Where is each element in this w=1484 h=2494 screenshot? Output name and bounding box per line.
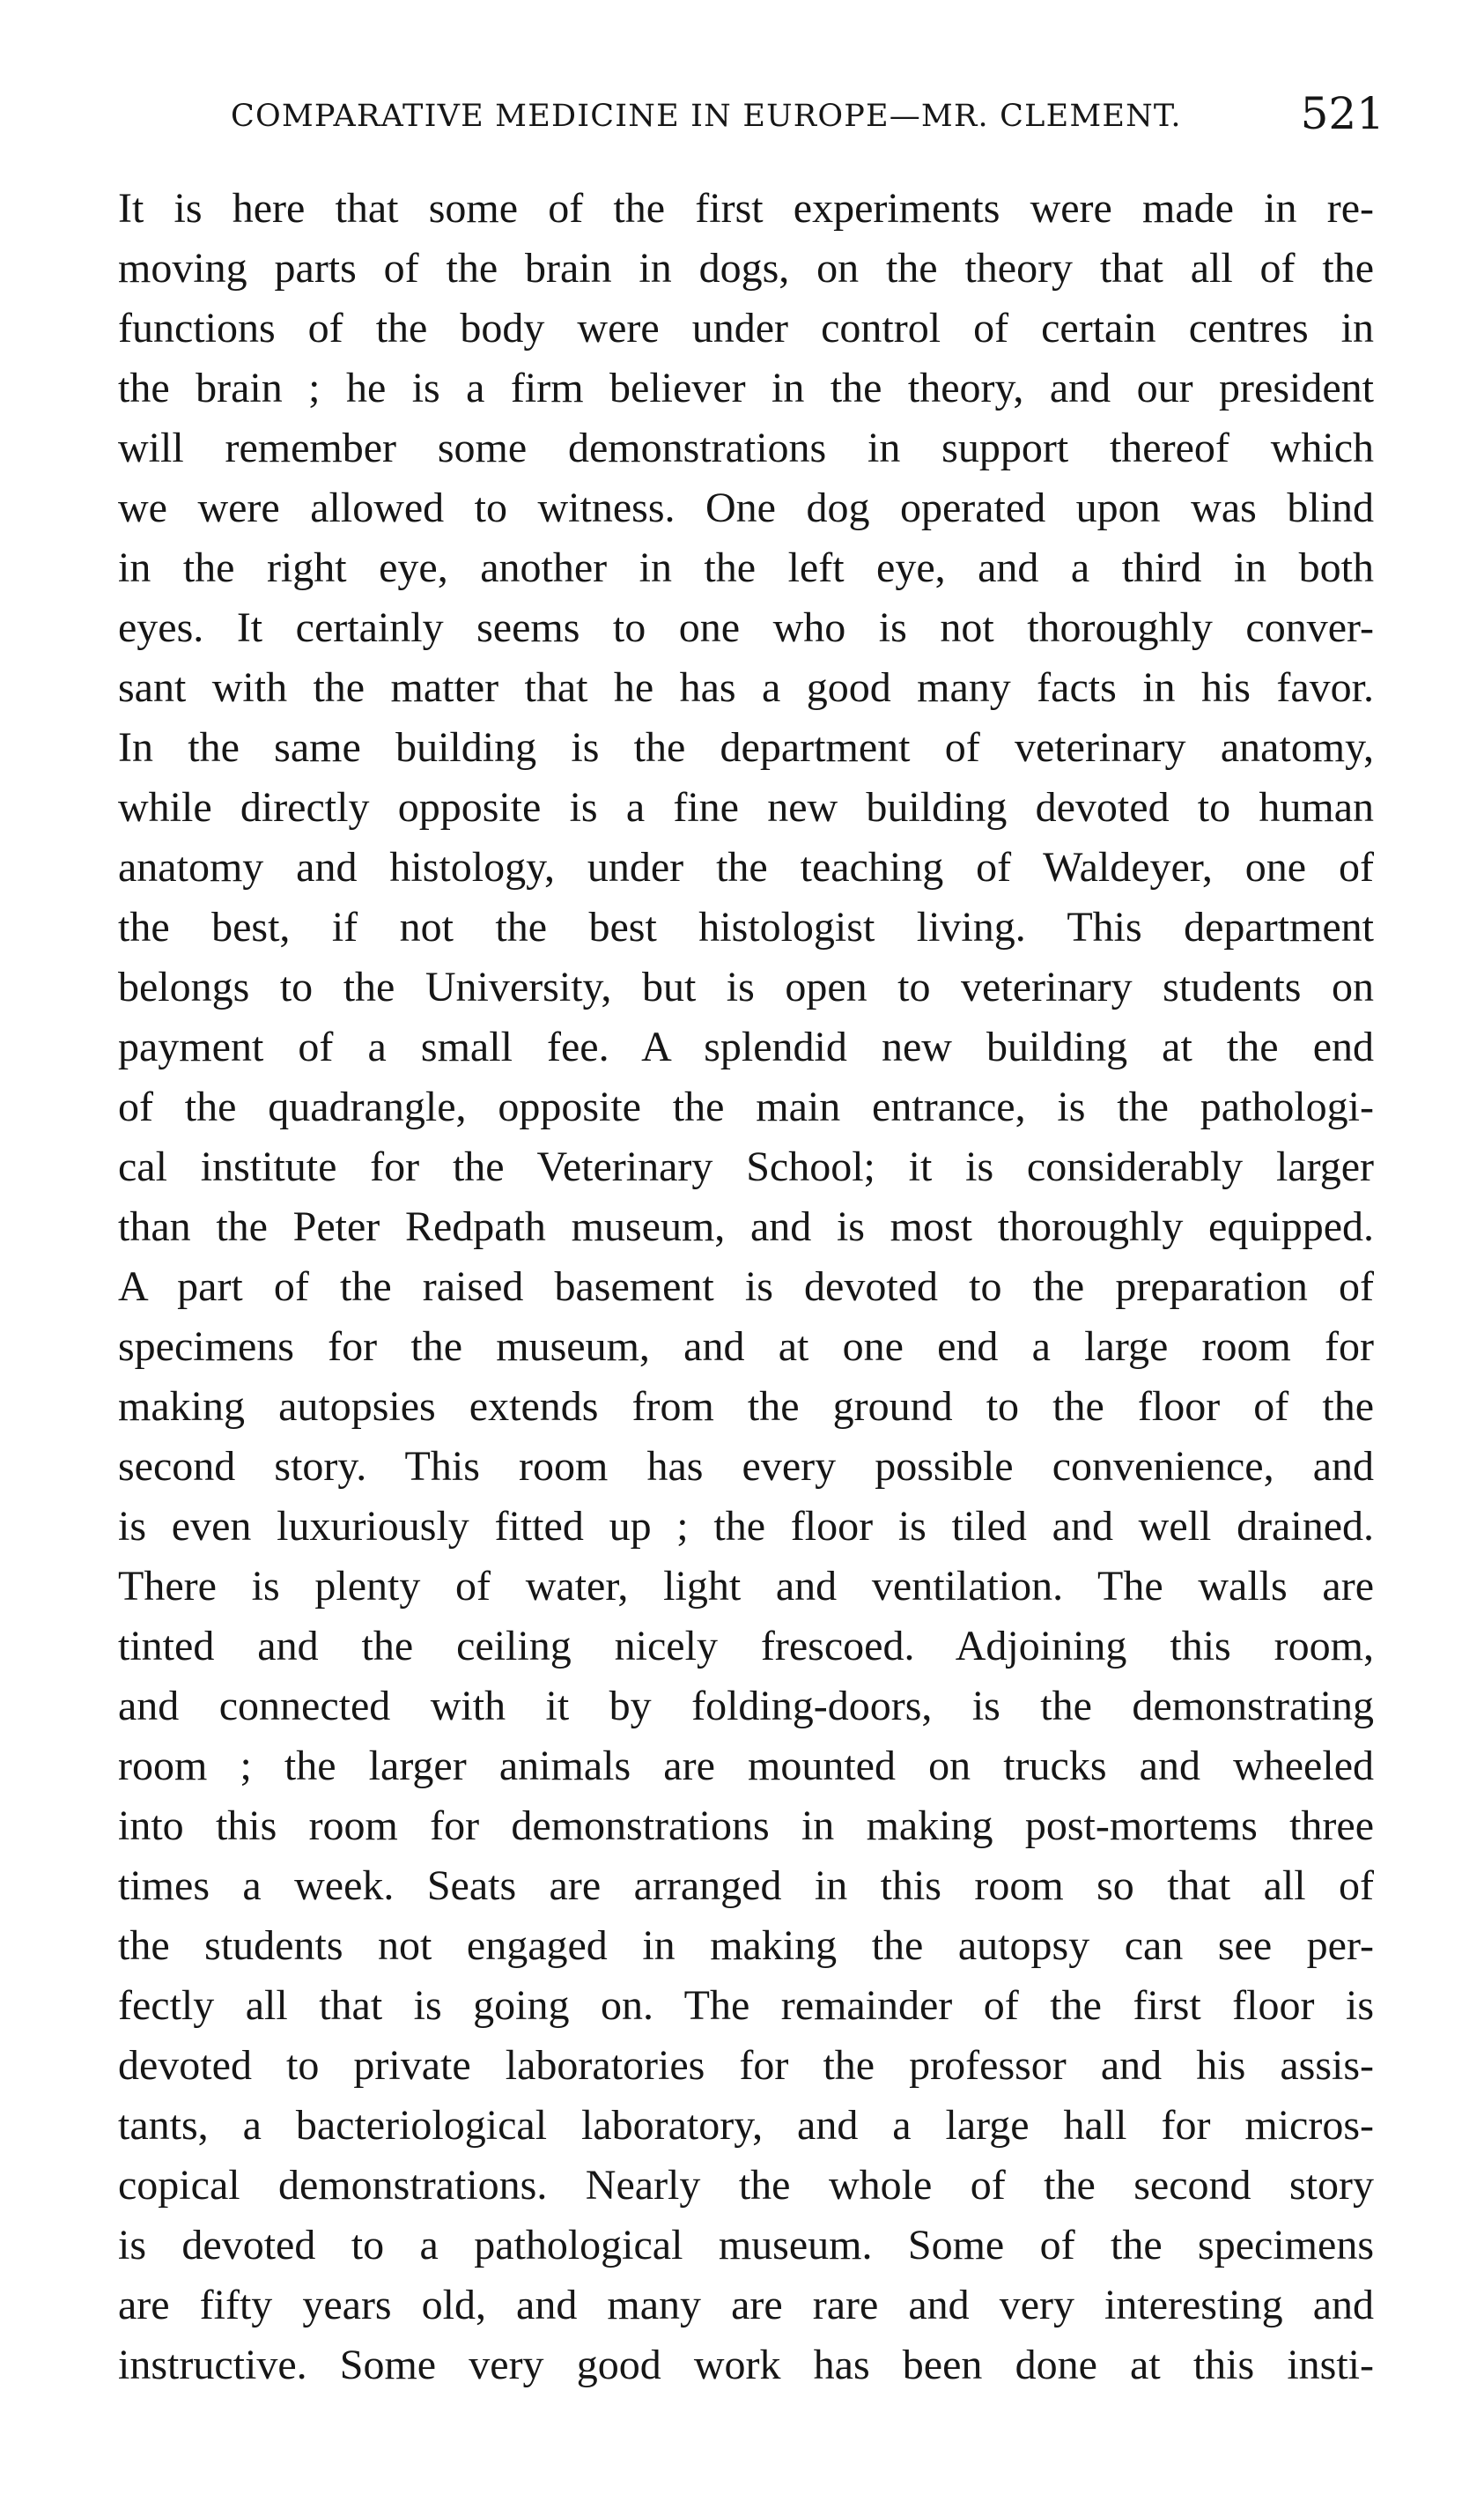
text-line-30: the students not engaged in making the autopsy can see per- [118, 1922, 1374, 1969]
text-line-19: A part of the raised basement is devoted to the preparation of [118, 1263, 1374, 1310]
text-line-22: second story. This room has every possible convenience, and [118, 1443, 1374, 1490]
text-line-21: making autopsies extends from the ground to the floor of the [118, 1383, 1374, 1430]
text-line-3: functions of the body were under control of certain centres in [118, 305, 1374, 352]
running-head [231, 88, 1384, 141]
text-line-17: cal institute for the Veterinary School; it is considerably larger [118, 1143, 1374, 1190]
text-line-25: tinted and the ceiling nicely frescoed. Adjoining this room, [118, 1623, 1374, 1669]
text-line-2: moving parts of the brain in dogs, on the theory that all of the [118, 245, 1374, 292]
text-line-27: room ; the larger animals are mounted on trucks and wheeled [118, 1743, 1374, 1789]
text-line-37: instructive. Some very good work has been done at this insti- [118, 2342, 1374, 2388]
text-line-33: tants, a bacteriological laboratory, and a large hall for micros- [118, 2102, 1374, 2149]
text-line-11: while directly opposite is a fine new building devoted to human [118, 784, 1374, 831]
text-line-23: is even luxuriously fitted up ; the floor is tiled and well drained. [118, 1503, 1374, 1550]
text-line-31: fectly all that is going on. The remainder of the first floor is [118, 1982, 1374, 2029]
text-line-36: are fifty years old, and many are rare and very interesting and [118, 2282, 1374, 2328]
text-line-34: copical demonstrations. Nearly the whole of the second story [118, 2162, 1374, 2209]
text-line-15: payment of a small fee. A splendid new building at the end [118, 1024, 1374, 1070]
text-line-26: and connected with it by folding-doors, is the demonstrating [118, 1683, 1374, 1729]
text-line-29: times a week. Seats are arranged in this room so that all of [118, 1862, 1374, 1909]
running-title: COMPARATIVE MEDICINE IN EUROPE—MR. CLEMENT. [231, 99, 1182, 134]
text-line-10: In the same building is the department of veterinary anatomy, [118, 724, 1374, 771]
text-line-18: than the Peter Redpath museum, and is most thoroughly equipped. [118, 1203, 1374, 1250]
text-line-24: There is plenty of water, light and ventilation. The walls are [118, 1563, 1374, 1610]
text-line-5: will remember some demonstrations in support thereof which [118, 425, 1374, 471]
text-line-20: specimens for the museum, and at one end a large room for [118, 1323, 1374, 1370]
text-line-6: we were allowed to witness. One dog operated upon was blind [118, 485, 1374, 531]
text-line-14: belongs to the University, but is open to veterinary students on [118, 964, 1374, 1010]
text-line-16: of the quadrangle, opposite the main entrance, is the pathologi- [118, 1084, 1374, 1130]
text-line-7: in the right eye, another in the left eye, and a third in both [118, 544, 1374, 591]
page-number: 521 [1300, 88, 1384, 139]
text-line-4: the brain ; he is a firm believer in the theory, and our president [118, 365, 1374, 411]
body-text [118, 179, 1374, 2395]
text-line-12: anatomy and histology, under the teaching of Waldeyer, one of [118, 844, 1374, 891]
text-line-8: eyes. It certainly seems to one who is not thoroughly conver- [118, 604, 1374, 651]
text-line-13: the best, if not the best histologist living. This department [118, 904, 1374, 951]
text-line-9: sant with the matter that he has a good many facts in his favor. [118, 664, 1374, 711]
text-line-28: into this room for demonstrations in making post-mortems three [118, 1802, 1374, 1849]
text-line-1: It is here that some of the first experiments were made in re- [118, 185, 1374, 232]
text-line-35: is devoted to a pathological museum. Some of the specimens [118, 2222, 1374, 2268]
text-line-32: devoted to private laboratories for the professor and his assis- [118, 2042, 1374, 2089]
